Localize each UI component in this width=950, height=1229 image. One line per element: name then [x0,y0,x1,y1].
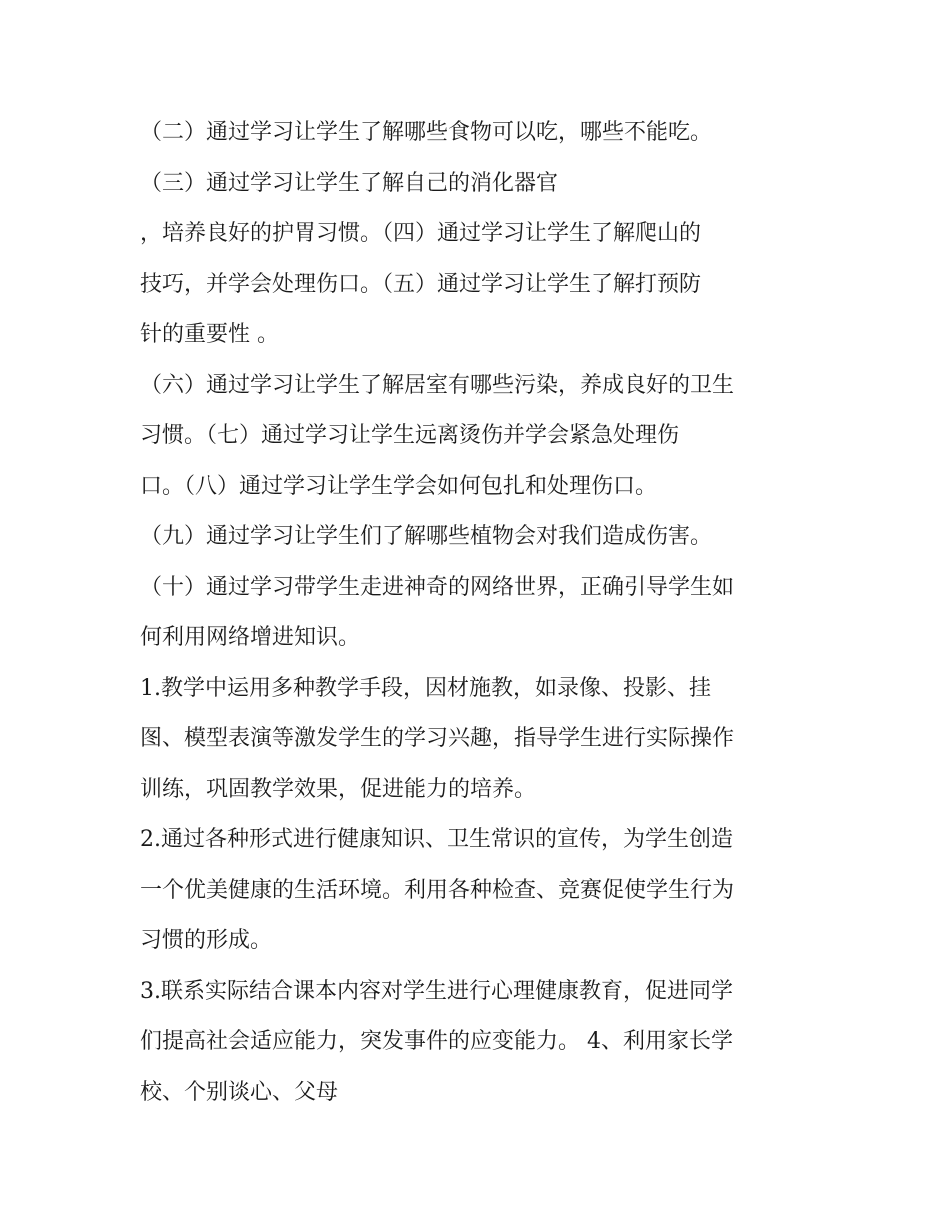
text-line: 1.教学中运用多种教学手段，因材施教，如录像、投影、挂 [140,675,711,701]
text-line: 技巧，并学会处理伤口。（五）通过学习让学生了解打预防 [140,271,702,297]
text-line: 口。（八）通过学习让学生学会如何包扎和处理伤口。 [140,473,658,499]
text-line: 针的重要性 。 [140,322,279,347]
text-line: 2.通过各种形式进行健康知识、卫生常识的宣传，为学生创造 [140,827,733,852]
text-line: （十）通过学习带学生走进神奇的网络世界，正确引导学生如 [140,574,735,600]
text-line: 何利用网络增进知识。 [140,625,361,650]
text-line: ，培养良好的护胃习惯。（四）通过学习让学生了解爬山的 [140,221,702,246]
text-line: 们提高社会适应能力，突发事件的应变能力。 4、利用家长学 [140,1029,733,1054]
text-line: 训练，巩固教学效果，促进能力的培养。 [140,776,537,802]
text-line: 校、个别谈心、父母 [140,1079,339,1105]
text-line: 图、模型表演等激发学生的学习兴趣，指导学生进行实际操作 [140,726,735,751]
text-line: （三）通过学习让学生了解自己的消化器官 [140,170,559,196]
text-line: （六）通过学习让学生了解居室有哪些污染，养成良好的卫生 [140,372,735,398]
text-line: 3.联系实际结合课本内容对学生进行心理健康教育，促进同学 [140,978,733,1004]
text-line: 习惯的形成。 [140,928,273,953]
text-line: （九）通过学习让学生们了解哪些植物会对我们造成伤害。 [140,524,713,549]
text-line: 一个优美健康的生活环境。利用各种检查、竞赛促使学生行为 [140,877,735,903]
text-line: 习惯。（七）通过学习让学生远离烫伤并学会紧急处理伤 [140,423,680,448]
document-body [140,108,830,1118]
text-line: （二）通过学习让学生了解哪些食物可以吃，哪些不能吃。 [140,120,713,145]
